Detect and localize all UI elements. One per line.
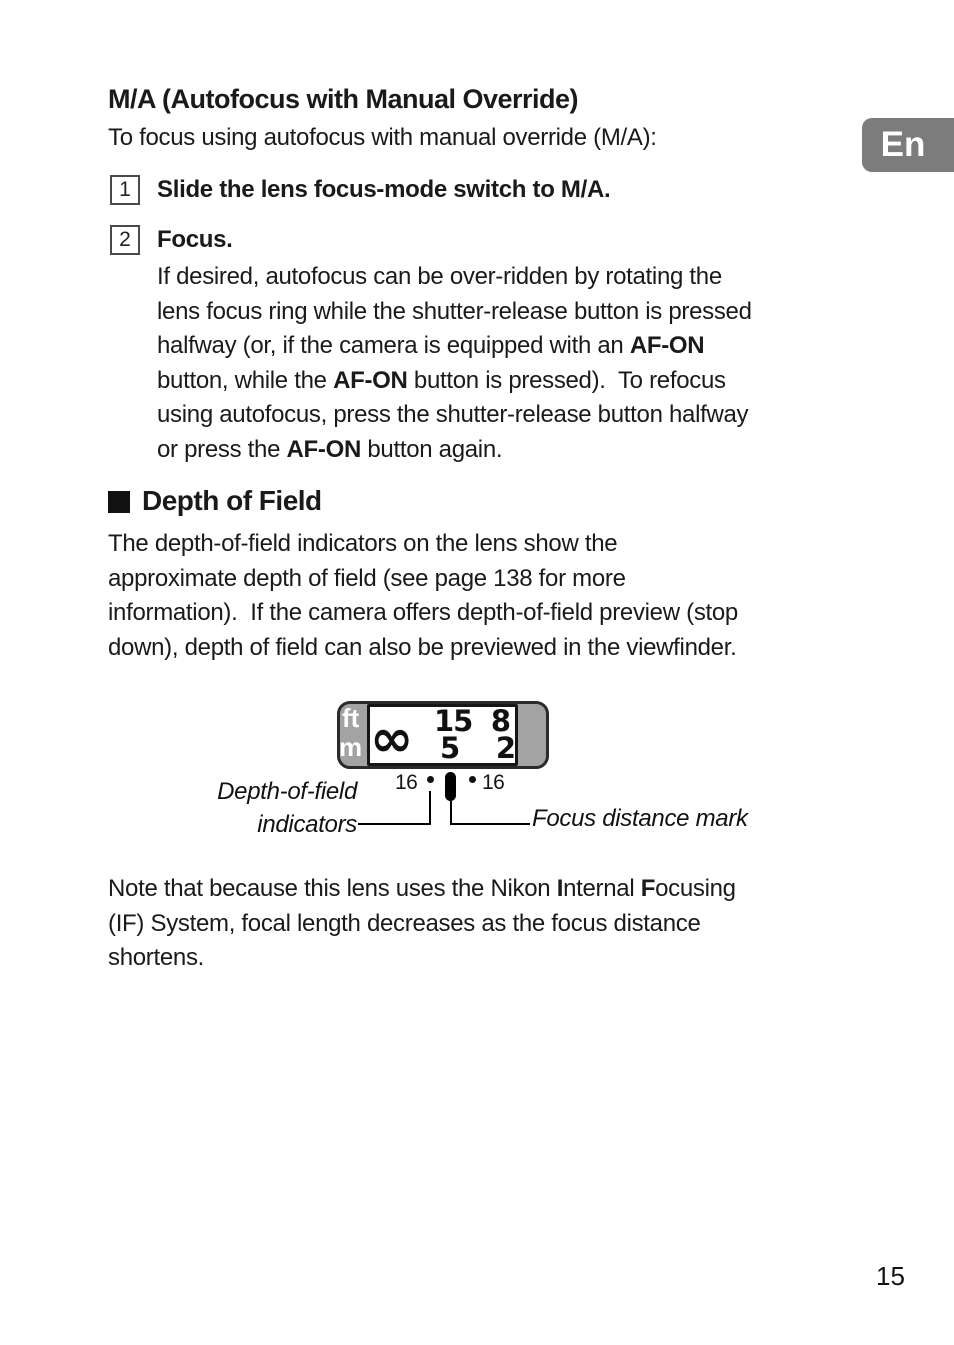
text-line: information). If the camera offers depth-of-field preview (stop [108, 599, 738, 627]
dof-indicators-label-line1: Depth-of-field [217, 778, 357, 805]
text-line: lens focus ring while the shutter-release button is pressed [157, 297, 752, 325]
distance-scale-diagram [108, 701, 848, 851]
step-number-2: 2 [119, 228, 131, 251]
text-line: or press the AF-ON button again. [157, 435, 503, 463]
focus-distance-mark [445, 772, 456, 801]
infinity-symbol: ∞ [370, 709, 414, 766]
scale-value-ft-8: 8 [490, 704, 510, 738]
dof-indicator-dot-right [469, 776, 476, 783]
section-title-ma: M/A (Autofocus with Manual Override) [108, 84, 579, 114]
section-bullet-icon [108, 491, 130, 513]
text-line: shortens. [108, 944, 205, 972]
dof-value-right: 16 [482, 771, 505, 794]
m-unit-label: m [339, 732, 363, 762]
language-badge-text: En [880, 125, 926, 164]
dof-value-left: 16 [395, 771, 418, 794]
scale-value-m-2: 2 [495, 731, 515, 765]
focus-distance-mark-label: Focus distance mark [532, 805, 748, 832]
language-badge [862, 118, 954, 172]
scale-value-m-5: 5 [440, 731, 460, 765]
distance-scale-window [367, 704, 518, 766]
step-title-2: Focus. [157, 226, 233, 253]
callout-line-indicators-vertical [429, 791, 431, 825]
callout-line-focusmark-vertical [450, 801, 452, 825]
ft-unit-label: ft [342, 703, 360, 733]
page-number: 15 [876, 1261, 905, 1291]
text-line: down), depth of field can also be previewed in the viewfinder. [108, 633, 737, 661]
dof-indicators-label [193, 775, 357, 841]
text-line: If desired, autofocus can be over-ridden by rotating the [157, 263, 722, 290]
text-line: approximate depth of field (see page 138 for more [108, 564, 626, 592]
section-heading-text: Depth of Field [142, 485, 322, 516]
text-line: Note that because this lens uses the Nikon Internal Focusing [108, 875, 736, 902]
step-2-body [157, 260, 752, 468]
intro-text: To focus using autofocus with manual override (M/A): [108, 124, 657, 151]
dof-indicator-dot-left [427, 776, 434, 783]
step-number-1: 1 [119, 178, 131, 201]
text-line: using autofocus, press the shutter-release button halfway [157, 401, 749, 429]
step-number-box-1 [110, 175, 140, 205]
text-line: button, while the AF-ON button is pressed). To refocus [157, 366, 726, 394]
step-number-box-2 [110, 225, 140, 255]
step-title-1: Slide the lens focus-mode switch to M/A. [157, 176, 611, 203]
text-line: halfway (or, if the camera is equipped with an AF-ON [157, 332, 705, 360]
callout-line-indicators-horizontal [358, 823, 431, 825]
section-heading-dof [108, 485, 322, 517]
text-line: The depth-of-field indicators on the lens show the [108, 530, 618, 557]
note-paragraph [108, 872, 736, 976]
dof-body [108, 527, 738, 665]
scale-value-ft-15: 15 [434, 704, 473, 738]
dof-indicators-label-line2: indicators [257, 811, 357, 838]
callout-line-focusmark-horizontal [450, 823, 530, 825]
text-line: (IF) System, focal length decreases as the focus distance [108, 909, 701, 937]
